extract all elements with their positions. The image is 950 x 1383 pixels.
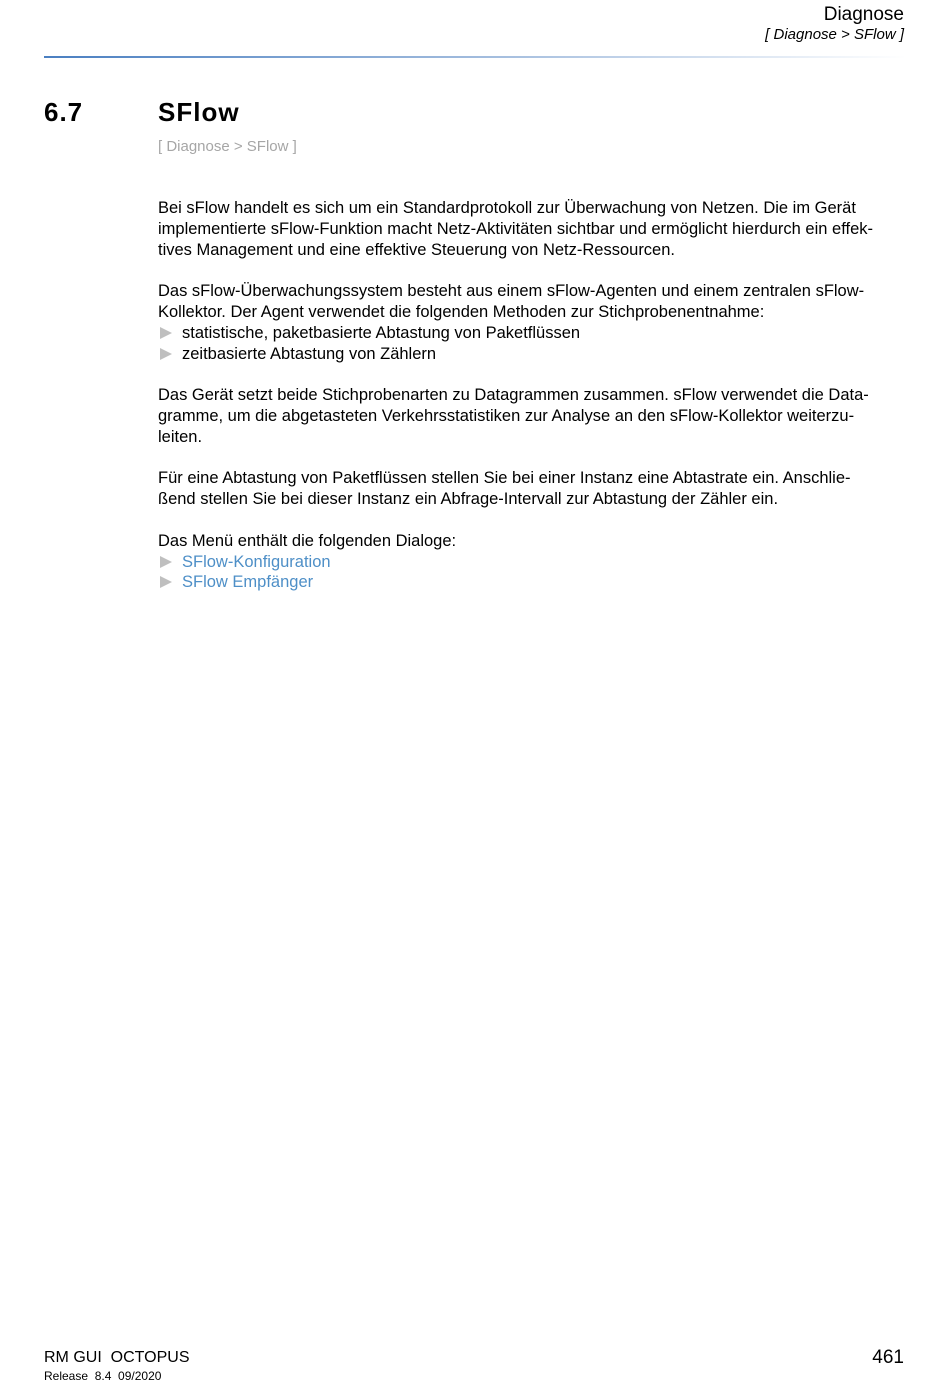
- paragraph-sampling-config: Für eine Abtastung von Paketflüssen stellen Sie bei einer Instanz eine Abtastrate ein. Anschlie- ßend stellen Sie bei dieser Instanz ein Abfrage-Intervall zur Abtastung der Zähler ein.: [158, 469, 851, 509]
- section-number: 6.7: [44, 97, 84, 127]
- header-rule: [44, 56, 906, 58]
- paragraph-sflow-intro: Bei sFlow handelt es sich um ein Standardprotokoll zur Überwachung von Netzen. Die im Gerät implementierte sFlow-Funktion macht Netz-Aktivitäten sichtbar und ermöglicht hierdurch ein effek- tives Management und eine effektive Steuerung von Netz-Ressourcen.: [158, 199, 873, 259]
- list-item: zeitbasierte Abtastung von Zählern: [158, 344, 908, 365]
- running-header-path: [ Diagnose > SFlow ]: [765, 26, 904, 43]
- footer-release: Release 8.4 09/2020: [44, 1369, 162, 1383]
- triangle-right-icon: [160, 556, 172, 568]
- list-item[interactable]: [158, 572, 908, 593]
- triangle-right-icon: [160, 327, 172, 339]
- link-sflow-konfiguration[interactable]: SFlow-Konfiguration: [182, 552, 331, 571]
- page-number: 461: [872, 1347, 904, 1368]
- list-item: statistische, paketbasierte Abtastung von Paketflüssen: [158, 323, 908, 344]
- triangle-right-icon: [160, 348, 172, 360]
- dialogs-list: [158, 552, 908, 594]
- triangle-right-icon: [160, 576, 172, 588]
- sampling-methods-list: [158, 323, 908, 365]
- section-menu-path: [ Diagnose > SFlow ]: [158, 138, 297, 155]
- list-item[interactable]: [158, 552, 908, 573]
- paragraph-menu-dialogs: Das Menü enthält die folgenden Dialoge:: [158, 531, 457, 550]
- footer-document-name: RM GUI OCTOPUS: [44, 1349, 190, 1366]
- section-content: [158, 198, 908, 614]
- link-sflow-empfaenger[interactable]: SFlow Empfänger: [182, 573, 314, 592]
- paragraph-datagrams: Das Gerät setzt beide Stichprobenarten zu Datagrammen zusammen. sFlow verwendet die Data- gramme, um die abgetasteten Verkehrsstatistiken zur Analyse an den sFlow-Kollektor weiterzu- leiten.: [158, 386, 869, 446]
- paragraph-monitoring-system: Das sFlow-Überwachungssystem besteht aus einem sFlow-Agenten und einem zentralen sFlow- Kollektor. Der Agent verwendet die folgenden Methoden zur Stichprobenentnahme:: [158, 282, 865, 321]
- running-header-title: Diagnose: [823, 4, 904, 25]
- section-title: SFlow: [158, 97, 240, 127]
